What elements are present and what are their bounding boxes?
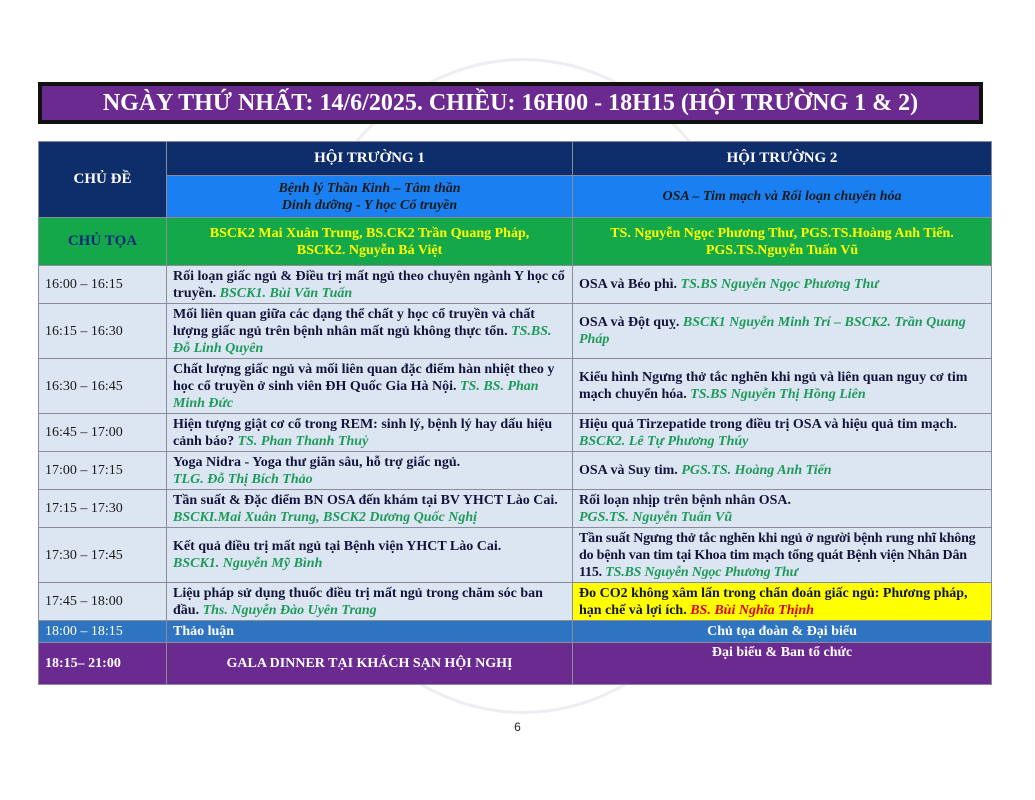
gala-row [39, 643, 992, 685]
hall1-talk [167, 359, 573, 414]
talk-speaker: TS.BS Nguyễn Ngọc Phương Thư [605, 564, 798, 580]
talk-title: Yoga Nidra - Yoga thư giãn sâu, hỗ trợ giấc ngủ. [173, 454, 461, 470]
session-time: 17:00 – 17:15 [39, 452, 167, 490]
hall1-chairs-line1: BSCK2 Mai Xuân Trung, BS.CK2 Trần Quang Pháp, [209, 225, 530, 241]
hall1-talk [167, 583, 573, 621]
session-time: 16:15 – 16:30 [39, 304, 167, 359]
header-row [39, 142, 992, 176]
hall1-talk [167, 414, 573, 452]
session-row [39, 490, 992, 528]
talk-speaker: BSCK2. Lê Tự Phương Thúy [579, 433, 749, 449]
hall1-talk [167, 266, 573, 304]
hall2-talk [573, 304, 992, 359]
hall1-topic-line1: Bệnh lý Thần Kinh – Tâm thần [278, 180, 461, 196]
session-row [39, 583, 992, 621]
topic-label: CHỦ ĐỀ [39, 142, 167, 218]
hall2-chairs-line1: TS. Nguyễn Ngọc Phương Thư, PGS.TS.Hoàng Anh Tiến. [610, 225, 954, 241]
gala-label: GALA DINNER TẠI KHÁCH SẠN HỘI NGHỊ [167, 643, 573, 685]
hall2-talk [573, 452, 992, 490]
discussion-label: Thảo luận [167, 621, 573, 643]
hall1-topic [167, 176, 573, 218]
talk-speaker: BSCK1. Nguyễn Mỹ Bình [173, 556, 323, 571]
hall2-heading: HỘI TRƯỜNG 2 [573, 142, 992, 176]
talk-title: Rối loạn giấc ngủ & Điều trị mất ngủ theo chuyên ngành Y học cổ truyền. [173, 268, 565, 301]
hall2-chairs-line2: PGS.TS.Nguyễn Tuấn Vũ [705, 242, 859, 258]
page-number: 6 [514, 720, 521, 734]
session-row [39, 359, 992, 414]
topic-row [39, 176, 992, 218]
talk-speaker: PGS.TS. Hoàng Anh Tiến [681, 463, 832, 478]
hall1-talk [167, 490, 573, 528]
talk-title: Hiện tượng giật cơ cổ trong REM: sinh lý, bệnh lý hay dấu hiệu cảnh báo? [173, 416, 553, 449]
hall1-heading: HỘI TRƯỜNG 1 [167, 142, 573, 176]
talk-speaker: BSCKI.Mai Xuân Trung, BSCK2 Dương Quốc Nghị [173, 509, 478, 525]
talk-title: OSA và Béo phì. [579, 277, 678, 292]
session-time: 16:00 – 16:15 [39, 266, 167, 304]
talk-title: Tần suất Ngưng thở tắc nghẽn khi ngủ ở người bệnh rung nhĩ không do bệnh van tim tại Khoa tim mạch tổng quát Bệnh viện Nhân Dân 115. [579, 530, 976, 580]
hall1-talk [167, 304, 573, 359]
talk-speaker: PGS.TS. Nguyễn Tuấn Vũ [579, 509, 733, 525]
hall2-talk [573, 359, 992, 414]
hall2-topic: OSA – Tim mạch và Rối loạn chuyển hóa [573, 176, 992, 218]
talk-title: Hiệu quả Tirzepatide trong điều trị OSA và hiệu quả tim mạch. [579, 416, 958, 432]
talk-speaker: BSCK1. Bùi Văn Tuấn [219, 285, 353, 301]
session-row [39, 304, 992, 359]
hall2-chairs [573, 218, 992, 266]
talk-title: Chất lượng giấc ngủ và mối liên quan đặc điểm hàn nhiệt theo y học cổ truyền ở sinh viên ĐH Quốc Gia Hà Nội. [173, 361, 555, 394]
talk-title: OSA và Suy tim. [579, 463, 678, 478]
discussion-participants: Chủ tọa đoàn & Đại biểu [573, 621, 992, 643]
hall2-talk [573, 528, 992, 583]
talk-title: OSA và Đột quỵ. [579, 315, 680, 330]
talk-speaker: TS.BS Nguyễn Thị Hồng Liên [690, 387, 866, 402]
session-time: 16:30 – 16:45 [39, 359, 167, 414]
session-row [39, 414, 992, 452]
schedule-table [38, 141, 992, 685]
hall2-talk [573, 490, 992, 528]
discussion-time: 18:00 – 18:15 [39, 621, 167, 643]
talk-title: Kết quả điều trị mất ngủ tại Bệnh viện YHCT Lào Cai. [173, 539, 502, 554]
talk-speaker: TS. BS. Phan Minh Đức [173, 378, 539, 411]
gala-time: 18:15– 21:00 [39, 643, 167, 685]
hall1-chairs-line2: BSCK2. Nguyễn Bá Việt [296, 242, 443, 258]
session-time: 17:15 – 17:30 [39, 490, 167, 528]
talk-speaker: TLG. Đỗ Thị Bích Thảo [173, 471, 313, 487]
talk-speaker: BSCK1 Nguyễn Minh Trí – BSCK2. Trần Quang Pháp [579, 315, 966, 347]
hall2-talk [573, 266, 992, 304]
hall1-talk [167, 528, 573, 583]
session-row [39, 266, 992, 304]
gala-participants: Đại biểu & Ban tổ chức [573, 643, 992, 685]
session-time: 17:45 – 18:00 [39, 583, 167, 621]
talk-title: Mối liên quan giữa các dạng thể chất y học cổ truyền và chất lượng giấc ngủ trên bệnh nhân mất ngủ không thực tổn. [173, 306, 535, 339]
session-row [39, 452, 992, 490]
talk-speaker: TS.BS. Đỗ Linh Quyên [173, 323, 552, 356]
hall2-talk [573, 583, 992, 621]
talk-title: Liệu pháp sử dụng thuốc điều trị mất ngủ trong chăm sóc ban đầu. [173, 585, 543, 618]
chair-row [39, 218, 992, 266]
hall1-topic-line2: Dinh dưỡng - Y học Cổ truyền [281, 197, 458, 213]
talk-speaker: TS.BS Nguyễn Ngọc Phương Thư [680, 277, 879, 292]
talk-title: Rối loạn nhịp trên bệnh nhân OSA. [579, 492, 792, 508]
talk-speaker: TS. Phan Thanh Thuỷ [237, 433, 369, 449]
session-time: 17:30 – 17:45 [39, 528, 167, 583]
session-row [39, 528, 992, 583]
hall1-talk [167, 452, 573, 490]
day-banner: NGÀY THỨ NHẤT: 14/6/2025. CHIỀU: 16H00 - 18H15 (HỘI TRƯỜNG 1 & 2) [38, 82, 983, 124]
session-time: 16:45 – 17:00 [39, 414, 167, 452]
talk-title: Kiểu hình Ngưng thở tắc nghẽn khi ngủ và liên quan nguy cơ tim mạch chuyển hóa. [579, 370, 968, 402]
discussion-row [39, 621, 992, 643]
hall1-chairs [167, 218, 573, 266]
hall2-talk [573, 414, 992, 452]
talk-title: Đo CO2 không xâm lấn trong chẩn đoán giấc ngủ: Phương pháp, hạn chế và lợi ích. [579, 585, 968, 618]
talk-speaker: BS. Bùi Nghĩa Thịnh [690, 602, 814, 618]
talk-speaker: Ths. Nguyễn Đào Uyên Trang [202, 602, 377, 618]
chair-label: CHỦ TỌA [39, 218, 167, 266]
talk-title: Tần suất & Đặc điểm BN OSA đến khám tại BV YHCT Lào Cai. [173, 492, 558, 508]
